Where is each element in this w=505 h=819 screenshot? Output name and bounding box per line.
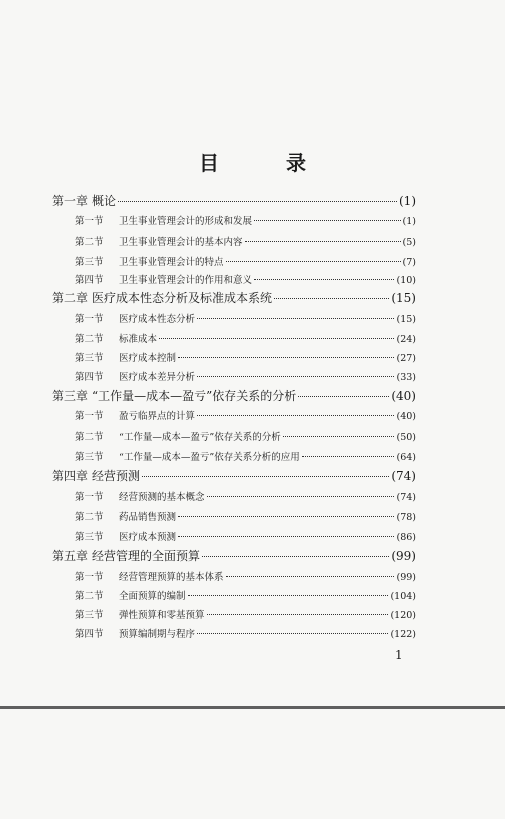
entry-title: 经营预测的基本概念 [119,492,205,503]
leader-dots [178,357,394,358]
entry-page: (86) [396,532,416,543]
entry-page: (99) [396,572,416,583]
entry-page: (15) [391,291,416,305]
entry-title: 盈亏临界点的计算 [119,411,196,422]
entry-page: (99) [391,549,416,563]
entry-title: 卫生事业管理会计的特点 [119,257,224,268]
leader-dots [207,496,395,497]
entry-title: 全面预算的编制 [119,591,186,602]
entry-page: (33) [396,372,416,383]
entry-page: (64) [396,452,416,463]
entry-title: “工作量—成本—盈亏”依存关系的分析 [92,389,297,403]
entry-number: 第四章 [52,469,89,483]
toc-entry [75,213,416,227]
entry-number: 第一节 [75,411,104,422]
entry-page: (74) [391,469,416,483]
entry-number: 第一章 [52,194,89,208]
entry-title: “工作量—成本—盈亏”依存关系的分析 [119,432,281,443]
entry-page: (120) [390,610,416,621]
entry-page: (40) [396,411,416,422]
toc-entry [75,626,416,640]
leader-dots [202,556,389,557]
entry-number: 第一节 [75,492,104,503]
leader-dots [298,396,389,397]
toc-entry [75,272,416,286]
entry-number: 第二节 [75,334,104,345]
entry-title: 经营管理预算的基本体系 [119,572,224,583]
leader-dots [274,298,389,299]
toc-entry [52,289,416,306]
toc-entry [75,408,416,422]
entry-number: 第三节 [75,532,104,543]
entry-number: 第一节 [75,314,104,325]
leader-dots [197,318,394,319]
entry-page: (15) [396,314,416,325]
leader-dots [254,279,394,280]
entry-title: 预算编制期与程序 [119,629,196,640]
toc-entry [75,489,416,503]
entry-page: (78) [396,512,416,523]
entry-page: (1) [402,216,416,227]
entry-title: 概论 [92,194,117,208]
entry-page: (10) [396,275,416,286]
entry-title: “工作量—成本—盈亏”依存关系分析的应用 [119,452,300,463]
entry-title: 药品销售预测 [119,512,177,523]
leader-dots [283,436,395,437]
leader-dots [142,476,389,477]
leader-dots [254,220,401,221]
leader-dots [178,516,394,517]
entry-number: 第一节 [75,216,104,227]
entry-page: (74) [396,492,416,503]
entry-page: (50) [396,432,416,443]
entry-page: (122) [390,629,416,640]
leader-dots [207,614,389,615]
toc-entry [75,569,416,583]
entry-page: (27) [396,353,416,364]
leader-dots [226,576,395,577]
entry-title: 医疗成本性态分析及标准成本系统 [92,291,273,305]
toc-entry [75,350,416,364]
entry-page: (24) [396,334,416,345]
entry-number: 第二节 [75,512,104,523]
leader-dots [178,536,394,537]
toc-entry [75,369,416,383]
entry-title: 医疗成本控制 [119,353,177,364]
entry-title: 弹性预算和零基预算 [119,610,205,621]
leader-dots [159,338,394,339]
entry-number: 第二节 [75,591,104,602]
entry-number: 第四节 [75,372,104,383]
leader-dots [245,241,401,242]
entry-number: 第四节 [75,275,104,286]
entry-title: 标准成本 [119,334,158,345]
entry-page: (5) [402,237,416,248]
toc-entry [52,467,416,484]
entry-page: (40) [391,389,416,403]
entry-title: 经营预测 [92,469,141,483]
bottom-rule [0,706,505,709]
entry-page: (104) [390,591,416,602]
toc-entry [52,547,416,564]
toc-entry [75,449,416,463]
entry-number: 第四节 [75,629,104,640]
toc-entry [75,254,416,268]
toc-entry [75,429,416,443]
entry-title: 卫生事业管理会计的形成和发展 [119,216,253,227]
leader-dots [197,376,394,377]
entry-number: 第三节 [75,257,104,268]
toc-entry [52,192,416,209]
entry-number: 第二节 [75,432,104,443]
entry-title: 医疗成本预测 [119,532,177,543]
leader-dots [302,456,395,457]
toc-entry [75,607,416,621]
page-number: 1 [395,648,403,662]
toc-entry [75,331,416,345]
entry-number: 第二节 [75,237,104,248]
toc-entry [75,588,416,602]
entry-number: 第三节 [75,610,104,621]
entry-number: 第三章 [52,389,89,403]
leader-dots [188,595,389,596]
entry-title: 卫生事业管理会计的作用和意义 [119,275,253,286]
toc-entry [75,509,416,523]
entry-title: 医疗成本性态分析 [119,314,196,325]
toc-entry [52,387,416,404]
entry-page: (7) [402,257,416,268]
entry-number: 第二章 [52,291,89,305]
leader-dots [197,633,388,634]
leader-dots [197,415,394,416]
leader-dots [118,201,397,202]
entry-number: 第一节 [75,572,104,583]
entry-number: 第三节 [75,452,104,463]
entry-title: 医疗成本差异分析 [119,372,196,383]
toc-entry [75,529,416,543]
entry-title: 卫生事业管理会计的基本内容 [119,237,243,248]
page-title: 目 录 [199,151,336,175]
entry-number: 第五章 [52,549,89,563]
entry-number: 第三节 [75,353,104,364]
entry-page: (1) [399,194,416,208]
toc-entry [75,311,416,325]
leader-dots [226,261,401,262]
toc-entry [75,234,416,248]
entry-title: 经营管理的全面预算 [92,549,201,563]
